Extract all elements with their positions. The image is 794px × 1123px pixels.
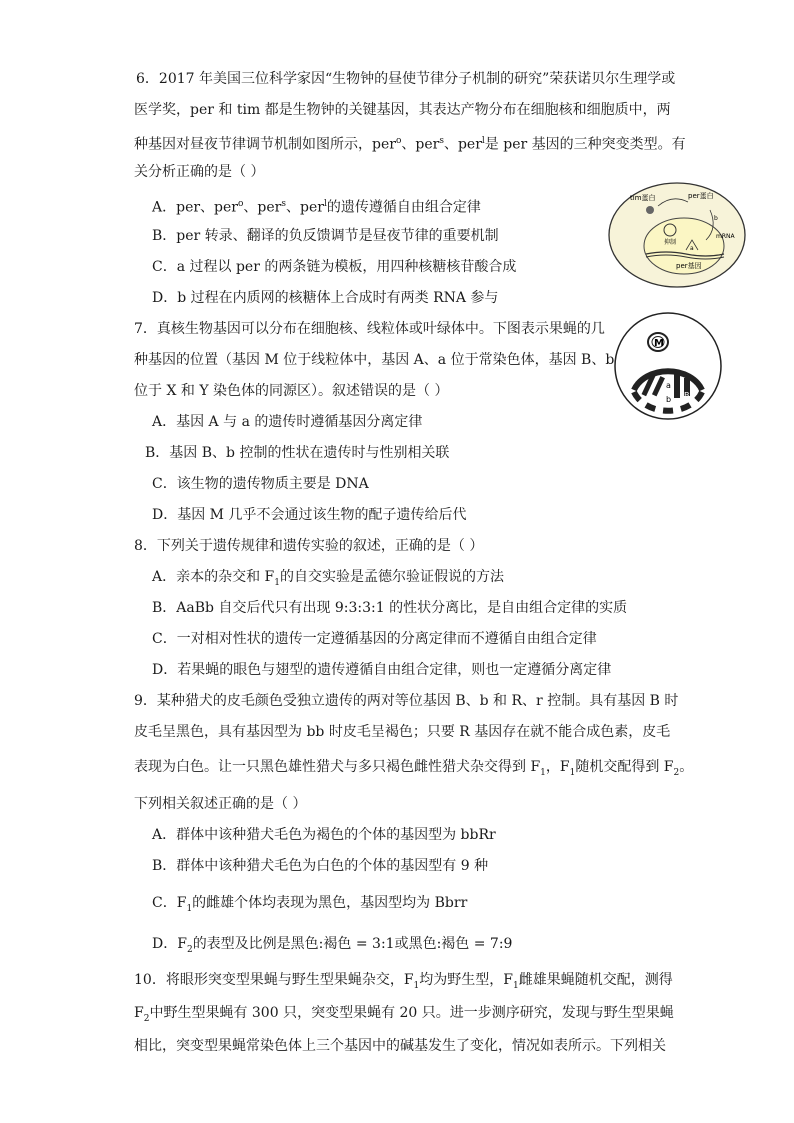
q7-option-c: C．该生物的遗传物质主要是 DNA <box>152 476 369 492</box>
q8-stem: 8．下列关于遗传规律和遗传实验的叙述，正确的是（ ） <box>134 538 484 554</box>
label-per-gene: per基因 <box>676 262 702 270</box>
q9-option-d: D．$F_2$的表型及比例是黑色:褐色 = 3:1或黑色:褐色 = 7:9 <box>152 936 513 955</box>
chromosome-x <box>674 374 680 398</box>
q6-option-a: A．per、per$^o$、per$^s$、per$^l$的遗传遵循自由组合定律 <box>152 199 481 216</box>
q9-option-b: B．群体中该种猎犬毛色为白色的个体的基因型有 9 种 <box>152 858 489 874</box>
gene-m-label: M <box>654 338 664 349</box>
q6-line-2: 医学奖，per 和 tim 都是生物钟的关键基因，其表达产物分布在细胞核和细胞质中，两 <box>134 102 671 118</box>
label-a: a <box>690 245 694 252</box>
label-mrna: mRNA <box>716 233 735 240</box>
q9-line-4: 下列相关叙述正确的是（ ） <box>134 796 307 812</box>
q10-line-1: 10．将眼形突变型果蝇与野生型果蝇杂交，$F_1$均为野生型，$F_1$雌雄果蝇随机交配，测得 <box>134 972 673 991</box>
label-tim: tim蛋白 <box>630 194 656 202</box>
q9-line-1: 9．某种猎犬的皮毛颜色受独立遗传的两对等位基因 B、b 和 R、r 控制。具有基因 B 时 <box>134 693 679 709</box>
q10-line-3: 相比，突变型果蝇常染色体上三个基因中的碱基发生了变化，情况如表所示。下列相关 <box>134 1038 666 1054</box>
q7-line-2: 种基因的位置（基因 M 位于线粒体中，基因 A、a 位于常染色体，基因 B、b <box>134 352 615 368</box>
q6-option-b: B．per 转录、翻译的负反馈调节是昼夜节律的重要机制 <box>152 228 499 244</box>
q7-option-d: D．基因 M 几乎不会通过该生物的配子遗传给后代 <box>152 507 467 523</box>
label-per: per蛋白 <box>688 192 714 200</box>
q7-option-a: A．基因 A 与 a 的遗传时遵循基因分离定律 <box>152 414 423 430</box>
q8-option-a: A．亲本的杂交和 $F_1$的自交实验是孟德尔验证假说的方法 <box>152 569 505 588</box>
gene-b-label: b <box>666 395 672 404</box>
q9-line-2: 皮毛呈黑色，具有基因型为 bb 时皮毛呈褐色；只要 R 基因存在就不能合成色素，皮毛 <box>134 724 671 740</box>
q6-line-3: 种基因对昼夜节律调节机制如图所示，per$^o$、per$^s$、per$^l$是 per 基因的三种突变类型。有 <box>134 136 686 153</box>
q6-line-4: 关分析正确的是（ ） <box>134 164 265 180</box>
q9-option-a: A．群体中该种猎犬毛色为褐色的个体的基因型为 bbRr <box>152 827 496 843</box>
gene-a-label: a <box>666 381 671 390</box>
q7-option-b: B．基因 B、b 控制的性状在遗传时与性别相关联 <box>145 445 450 461</box>
q9-line-3: 表现为白色。让一只黑色雄性猎犬与多只褐色雌性猎犬杂交得到 $F_1$，$F_1$随机交配得到 $F_2$。 <box>134 759 694 778</box>
q9-option-c: C．$F_1$的雌雄个体均表现为黑色，基因型均为 Bbrr <box>152 895 468 914</box>
fruitfly-cell-diagram <box>612 310 724 422</box>
q6-line-1: 6．2017 年美国三位科学家因“生物钟的昼使节律分子机制的研究”荣获诺贝尔生理学或 <box>136 71 676 87</box>
q6-option-d: D．b 过程在内质网的核糖体上合成时有两类 RNA 参与 <box>152 290 499 306</box>
q10-line-2: $F_2$中野生型果蝇有 300 只，突变型果蝇有 20 只。进一步测序研究，发现与野生型果蝇 <box>134 1005 674 1024</box>
q6-option-c: C．a 过程以 per 的两条链为模板，用四种核糖核苷酸合成 <box>152 259 517 275</box>
q7-line-1: 7．真核生物基因可以分布在细胞核、线粒体或叶绿体中。下图表示果蝇的几 <box>134 321 605 337</box>
q7-line-3: 位于 X 和 Y 染色体的同源区）。叙述错误的是（ ） <box>134 383 449 399</box>
circadian-regulation-diagram <box>606 180 748 290</box>
label-b: b <box>714 215 718 222</box>
tim-protein-shape <box>646 206 654 214</box>
label-inhibit: 抑制 <box>664 239 677 246</box>
q8-option-c: C．一对相对性状的遗传一定遵循基因的分离定律而不遵循自由组合定律 <box>152 631 597 647</box>
q8-option-d: D．若果蝇的眼色与翅型的遗传遵循自由组合定律，则也一定遵循分离定律 <box>152 662 612 678</box>
q8-option-b: B．AaBb 自交后代只有出现 9:3:3:1 的性状分离比，是自由组合定律的实质 <box>152 600 628 616</box>
gene-B-label: B <box>684 391 690 400</box>
